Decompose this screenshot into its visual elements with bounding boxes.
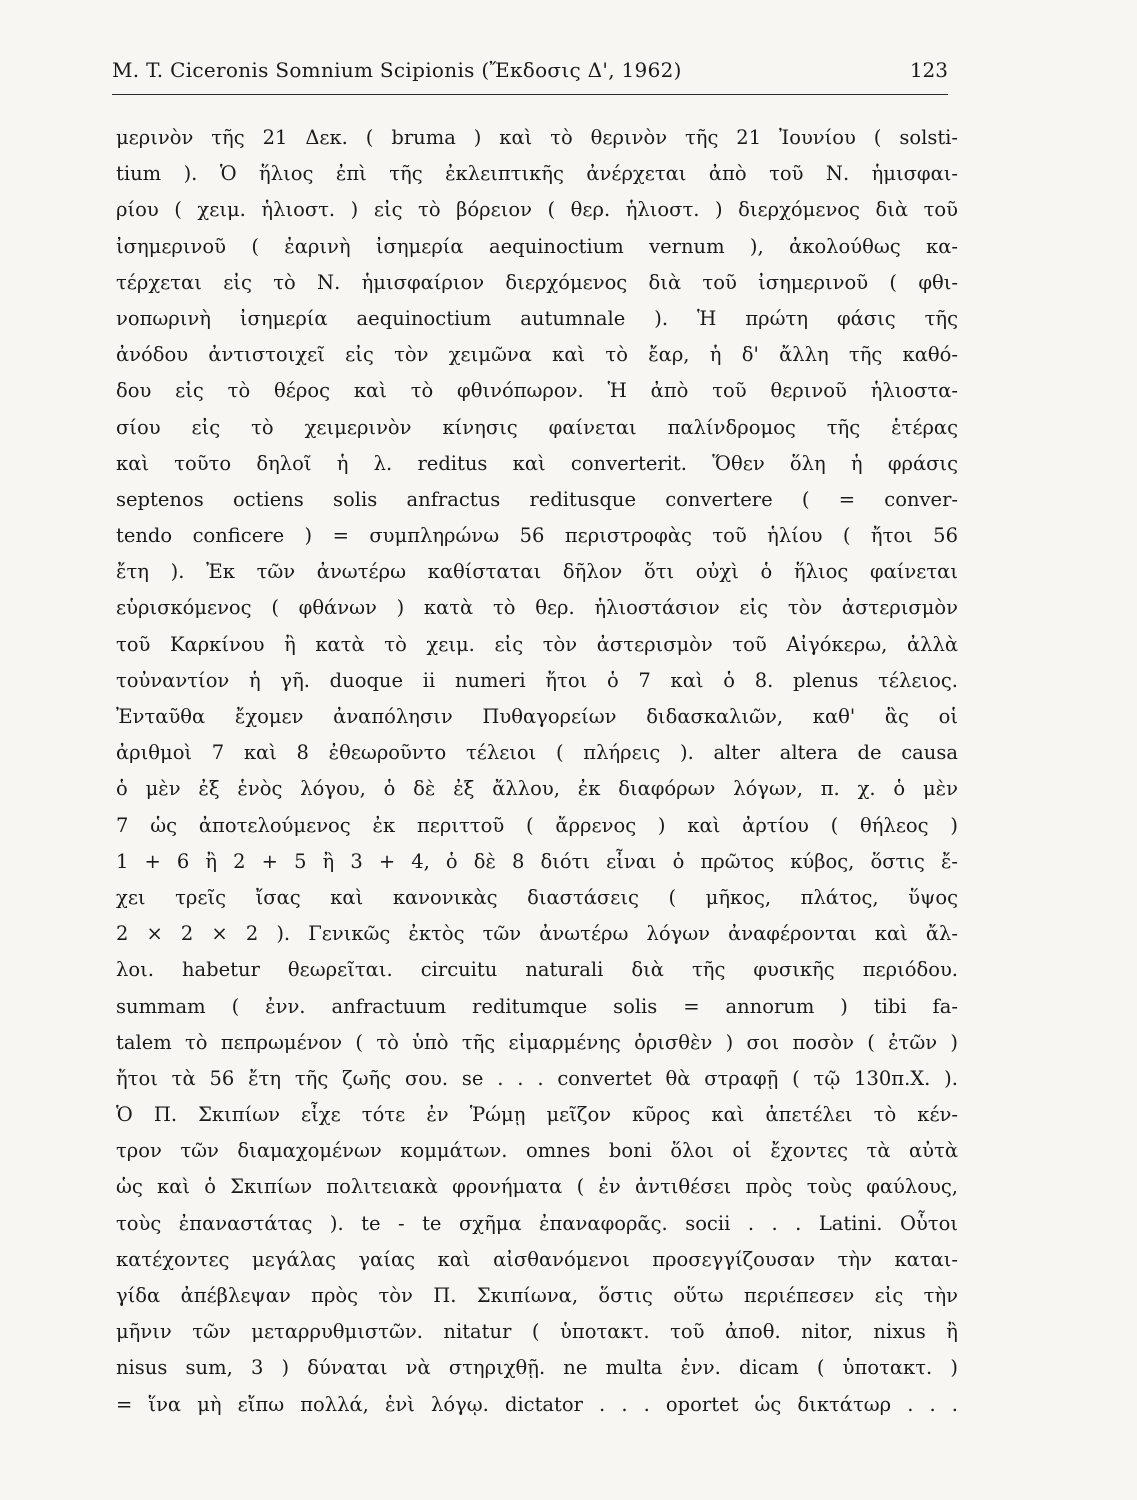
text-line: tendo conficere ) = συμπληρώνω 56 περιστροφὰς τοῦ ἡλίου ( ἤτοι 56 — [116, 524, 958, 548]
text-line: εὑρισκόμενος ( φθάνων ) κατὰ τὸ θερ. ἡλιοστάσιον εἰς τὸν ἀστερισμὸν — [116, 596, 958, 620]
text-line: 2 × 2 × 2 ). Γενικῶς ἐκτὸς τῶν ἀνωτέρω λόγων ἀναφέρονται καὶ ἄλ- — [116, 922, 958, 946]
text-line: τοὐναντίον ἡ γῆ. duoque ii numeri ἤτοι ὁ 7 καὶ ὁ 8. plenus τέλειος. — [116, 668, 958, 692]
text-line: talem τὸ πεπρωμένον ( τὸ ὑπὸ τῆς εἱμαρμένης ὁρισθὲν ) σοι ποσὸν ( ἐτῶν ) — [116, 1030, 958, 1054]
text-line: δου εἰς τὸ θέρος καὶ τὸ φθινόπωρον. Ἡ ἀπὸ τοῦ θερινοῦ ἡλιοστα- — [116, 379, 958, 403]
text-line: 1 + 6 ἢ 2 + 5 ἢ 3 + 4, ὁ δὲ 8 διότι εἶναι ὁ πρῶτος κύβος, ὅστις ἔ- — [116, 849, 958, 873]
text-line: = ἵνα μὴ εἴπω πολλά, ἑνὶ λόγῳ. dictator . . . oportet ὡς δικτάτωρ . . . — [116, 1392, 958, 1416]
text-line: μῆνιν τῶν μεταρρυθμιστῶν. nitatur ( ὑποτακτ. τοῦ ἀποθ. nitor, nixus ἢ — [116, 1320, 958, 1344]
text-line: μερινὸν τῆς 21 Δεκ. ( bruma ) καὶ τὸ θερινὸν τῆς 21 Ἰουνίου ( solsti- — [116, 126, 958, 149]
text-line: 7 ὡς ἀποτελούμενος ἐκ περιττοῦ ( ἄρρενος ) καὶ ἀρτίου ( θήλεος ) — [116, 813, 958, 837]
text-line: τοὺς ἐπαναστάτας ). te - te σχῆμα ἐπαναφορᾶς. socii . . . Latini. Οὗτοι — [116, 1211, 958, 1235]
text-line: Ἐνταῦθα ἔχομεν ἀναπόλησιν Πυθαγορείων διδασκαλιῶν, καθ' ἃς οἱ — [116, 705, 958, 728]
text-line: ἀριθμοὶ 7 καὶ 8 ἐθεωροῦντο τέλειοι ( πλήρεις ). alter altera de causa — [116, 741, 958, 765]
text-line: τοῦ Καρκίνου ἢ κατὰ τὸ χειμ. εἰς τὸν ἀστερισμὸν τοῦ Αἰγόκερω, ἀλλὰ — [116, 632, 958, 656]
running-title: M. T. Ciceronis Somnium Scipionis (Ἔκδοσις Δ', 1962) — [112, 58, 682, 82]
page-header — [112, 54, 948, 95]
commentary-text — [116, 120, 958, 1423]
text-line: λοι. habetur θεωρεῖται. circuitu naturali διὰ τῆς φυσικῆς περιόδου. — [116, 958, 958, 982]
text-line: tium ). Ὁ ἥλιος ἐπὶ τῆς ἐκλειπτικῆς ἀνέρχεται ἀπὸ τοῦ Ν. ἡμισφαι- — [116, 162, 958, 186]
text-line: ἀνόδου ἀντιστοιχεῖ εἰς τὸν χειμῶνα καὶ τὸ ἔαρ, ἡ δ' ἄλλη τῆς καθό- — [116, 343, 958, 367]
text-line: ὁ μὲν ἐξ ἑνὸς λόγου, ὁ δὲ ἐξ ἄλλου, ἐκ διαφόρων λόγων, π. χ. ὁ μὲν — [116, 777, 958, 801]
text-line: nisus sum, 3 ) δύναται νὰ στηριχθῇ. ne multa ἐνν. dicam ( ὑποτακτ. ) — [116, 1356, 958, 1380]
text-line: τρον τῶν διαμαχομένων κομμάτων. omnes boni ὅλοι οἱ ἔχοντες τὰ αὐτὰ — [116, 1139, 958, 1163]
text-line: γίδα ἀπέβλεψαν πρὸς τὸν Π. Σκιπίωνα, ὅστις οὕτω περιέπεσεν εἰς τὴν — [116, 1284, 958, 1307]
text-line: Ὁ Π. Σκιπίων εἶχε τότε ἐν Ῥώμῃ μεῖζον κῦρος καὶ ἀπετέλει τὸ κέν- — [116, 1103, 958, 1127]
text-line: κατέχοντες μεγάλας γαίας καὶ αἰσθανόμενοι προσεγγίζουσαν τὴν καται- — [116, 1247, 958, 1271]
text-line: σίου εἰς τὸ χειμερινὸν κίνησις φαίνεται παλίνδρομος τῆς ἑτέρας — [116, 415, 958, 439]
text-line: septenos octiens solis anfractus reditusque convertere ( = conver- — [116, 487, 958, 511]
text-line: καὶ τοῦτο δηλοῖ ἡ λ. reditus καὶ converterit. Ὅθεν ὅλη ἡ φράσις — [116, 451, 958, 475]
text-line: ἰσημερινοῦ ( ἐαρινὴ ἰσημερία aequinoctium vernum ), ἀκολούθως κα- — [116, 234, 958, 258]
page-number: 123 — [909, 58, 948, 82]
text-line: τέρχεται εἰς τὸ Ν. ἡμισφαίριον διερχόμενος διὰ τοῦ ἰσημερινοῦ ( φθι- — [116, 270, 958, 294]
text-line: summam ( ἐνν. anfractuum reditumque solis = annorum ) tibi fa- — [116, 994, 958, 1018]
text-line: νοπωρινὴ ἰσημερία aequinoctium autumnale ). Ἡ πρώτη φάσις τῆς — [116, 306, 958, 330]
text-line: χει τρεῖς ἴσας καὶ κανονικὰς διαστάσεις ( μῆκος, πλάτος, ὕψος — [116, 885, 958, 909]
text-line: ἤτοι τὰ 56 ἔτη τῆς ζωῆς σου. se . . . convertet θὰ στραφῇ ( τῷ 130π.Χ. ). — [116, 1066, 958, 1090]
text-line: ὡς καὶ ὁ Σκιπίων πολιτειακὰ φρονήματα ( ἐν ἀντιθέσει πρὸς τοὺς φαύλους, — [116, 1175, 958, 1199]
text-line: ρίου ( χειμ. ἡλιοστ. ) εἰς τὸ βόρειον ( θερ. ἡλιοστ. ) διερχόμενος διὰ τοῦ — [116, 198, 958, 222]
text-line: ἔτη ). Ἐκ τῶν ἀνωτέρω καθίσταται δῆλον ὅτι οὐχὶ ὁ ἥλιος φαίνεται — [116, 560, 958, 584]
